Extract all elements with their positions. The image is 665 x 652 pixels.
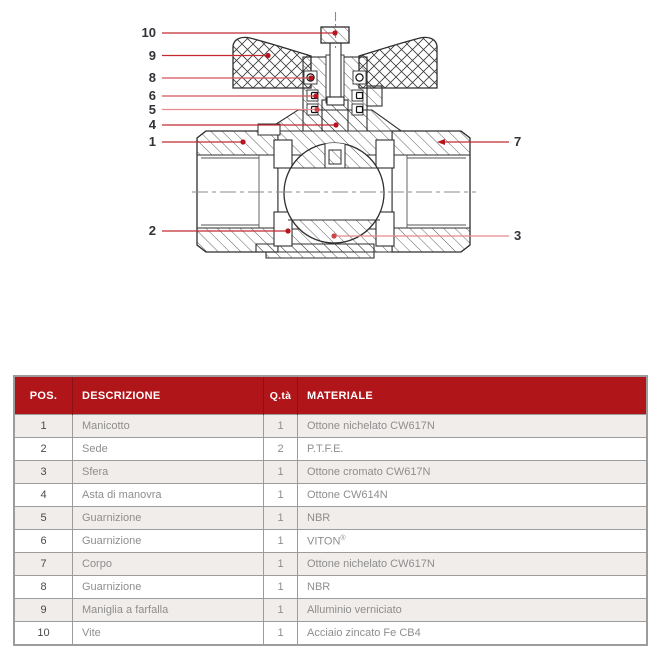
table-cell-mat: Ottone cromato CW617N bbox=[298, 461, 648, 484]
table-cell-qty: 1 bbox=[264, 484, 298, 507]
table-cell-desc: Maniglia a farfalla bbox=[73, 599, 264, 622]
table-cell-qty: 1 bbox=[264, 415, 298, 438]
table-cell-qty: 1 bbox=[264, 530, 298, 553]
table-cell-desc: Corpo bbox=[73, 553, 264, 576]
parts-table-header bbox=[14, 376, 647, 415]
table-row bbox=[14, 461, 647, 484]
parts-table bbox=[13, 375, 648, 646]
table-cell-pos: 3 bbox=[14, 461, 73, 484]
table-cell-desc: Guarnizione bbox=[73, 576, 264, 599]
callout-label-10: 10 bbox=[141, 25, 156, 40]
callout-label-1: 1 bbox=[148, 134, 156, 149]
callout-label-8: 8 bbox=[148, 70, 156, 85]
registered-mark: ® bbox=[340, 534, 346, 542]
callout-label-9: 9 bbox=[148, 48, 156, 63]
table-cell-pos: 2 bbox=[14, 438, 73, 461]
table-cell-pos: 6 bbox=[14, 530, 73, 553]
table-cell-qty: 1 bbox=[264, 461, 298, 484]
table-row bbox=[14, 530, 647, 553]
table-cell-pos: 9 bbox=[14, 599, 73, 622]
table-row bbox=[14, 415, 647, 438]
table-cell-pos: 7 bbox=[14, 553, 73, 576]
table-row bbox=[14, 438, 647, 461]
table-cell-desc: Manicotto bbox=[73, 415, 264, 438]
table-cell-qty: 1 bbox=[264, 599, 298, 622]
left-end-cap bbox=[197, 131, 278, 252]
table-cell-mat: Ottone nichelato CW617N bbox=[298, 553, 648, 576]
table-row bbox=[14, 622, 647, 646]
callout-label-5: 5 bbox=[148, 102, 156, 117]
table-cell-desc: Vite bbox=[73, 622, 264, 646]
callout-label-4: 4 bbox=[148, 117, 156, 132]
table-cell-qty: 1 bbox=[264, 576, 298, 599]
table-cell-mat: P.T.F.E. bbox=[298, 438, 648, 461]
table-row bbox=[14, 484, 647, 507]
callout-label-2: 2 bbox=[148, 223, 156, 238]
table-cell-desc: Guarnizione bbox=[73, 507, 264, 530]
table-row bbox=[14, 553, 647, 576]
callout-label-3: 3 bbox=[514, 228, 522, 243]
table-cell-desc: Asta di manovra bbox=[73, 484, 264, 507]
table-cell-desc: Sfera bbox=[73, 461, 264, 484]
table-cell-mat: VITON® bbox=[298, 530, 648, 553]
table-cell-desc: Sede bbox=[73, 438, 264, 461]
table-cell-pos: 8 bbox=[14, 576, 73, 599]
table-cell-mat: Ottone nichelato CW617N bbox=[298, 415, 648, 438]
leader-10 bbox=[162, 30, 338, 35]
table-cell-mat: Acciaio zincato Fe CB4 bbox=[298, 622, 648, 646]
table-cell-mat: Ottone CW614N bbox=[298, 484, 648, 507]
table-cell-mat: NBR bbox=[298, 576, 648, 599]
table-cell-desc: Guarnizione bbox=[73, 530, 264, 553]
table-row bbox=[14, 599, 647, 622]
header-qta: Q.tà bbox=[264, 376, 298, 415]
header-materiale: MATERIALE bbox=[298, 376, 648, 415]
table-cell-qty: 2 bbox=[264, 438, 298, 461]
header-descrizione: DESCRIZIONE bbox=[73, 376, 264, 415]
table-cell-qty: 1 bbox=[264, 507, 298, 530]
table-cell-pos: 1 bbox=[14, 415, 73, 438]
table-cell-mat: NBR bbox=[298, 507, 648, 530]
table-cell-pos: 10 bbox=[14, 622, 73, 646]
table-cell-pos: 4 bbox=[14, 484, 73, 507]
table-row bbox=[14, 507, 647, 530]
callout-label-6: 6 bbox=[148, 88, 156, 103]
header-pos: POS. bbox=[14, 376, 73, 415]
parts-table-body bbox=[14, 415, 647, 646]
table-cell-qty: 1 bbox=[264, 553, 298, 576]
table-row bbox=[14, 576, 647, 599]
leader-6 bbox=[162, 93, 319, 98]
callout-label-7: 7 bbox=[514, 134, 522, 149]
table-cell-pos: 5 bbox=[14, 507, 73, 530]
table-cell-mat: Alluminio verniciato bbox=[298, 599, 648, 622]
table-cell-qty: 1 bbox=[264, 622, 298, 646]
header-row bbox=[14, 376, 647, 415]
